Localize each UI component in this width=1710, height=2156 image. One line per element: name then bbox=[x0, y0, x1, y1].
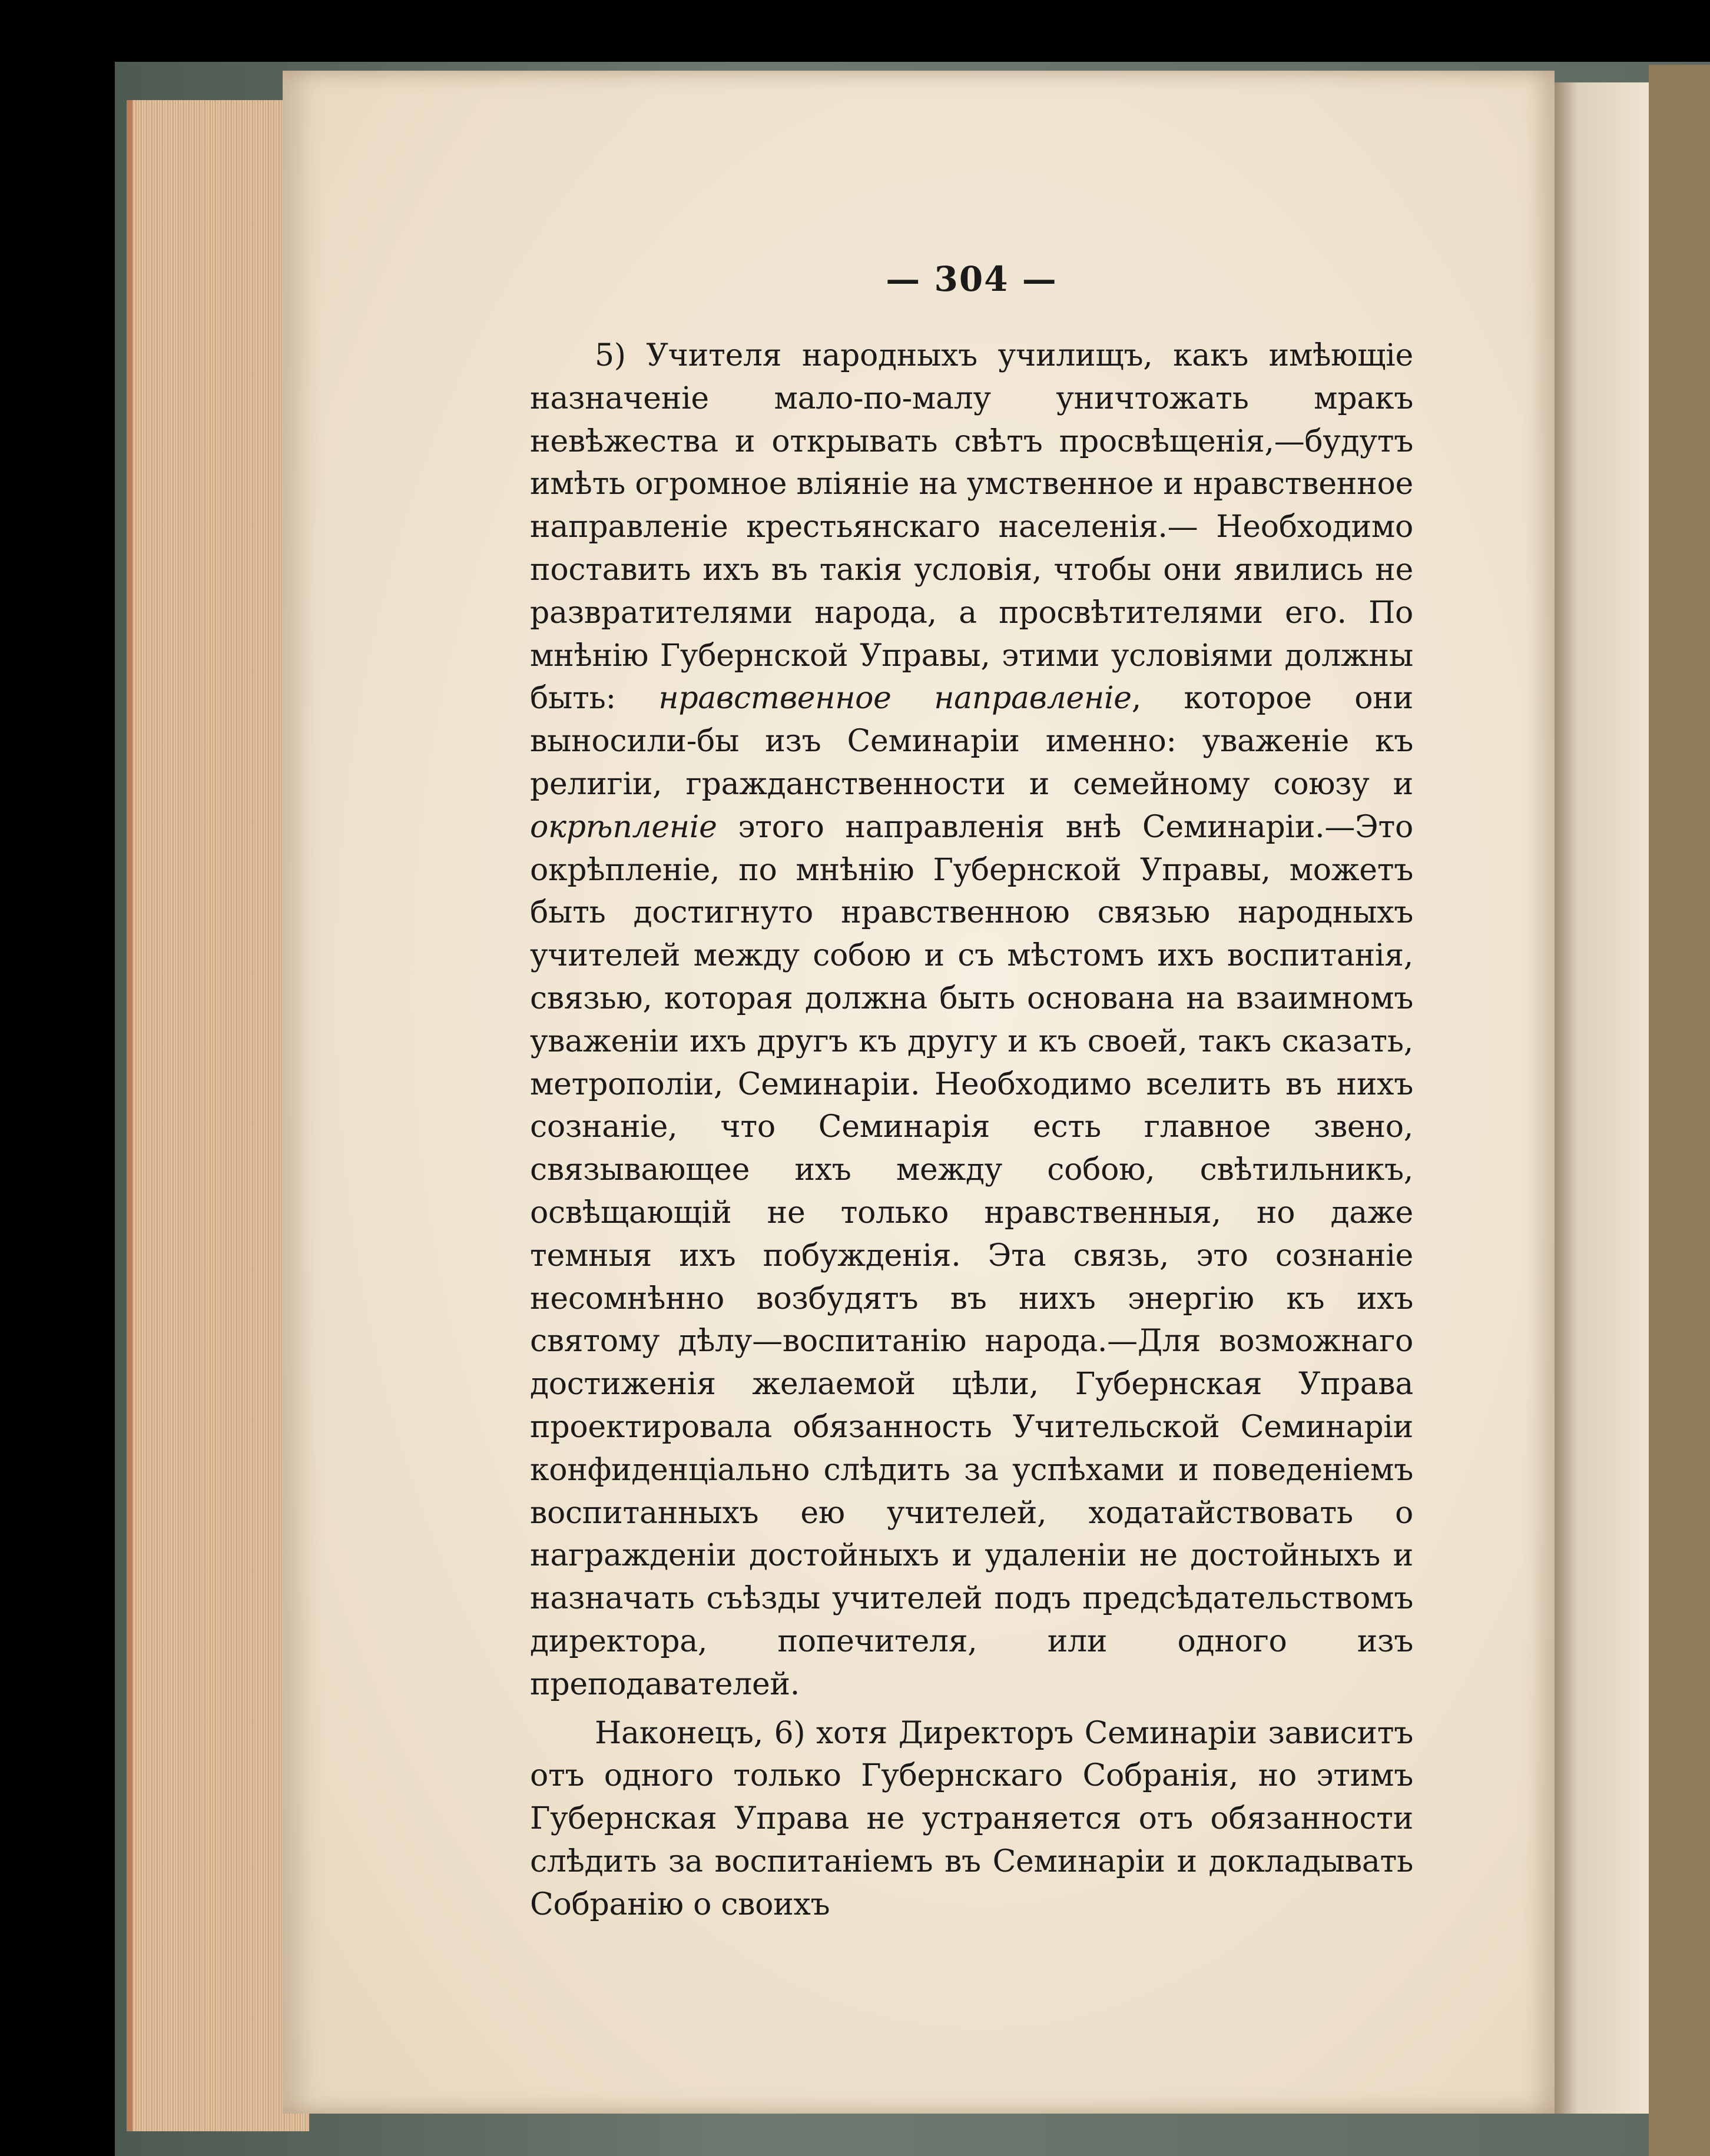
text-run: этого направленія внѣ Семинаріи.—Это окрѣпленіе, по мнѣнію Губернской Управы, можетъ быть достигнуто нравственною связью народныхъ учителей между собою и съ мѣстомъ ихъ воспитанія, связью, которая должна быть основана на взаимномъ уваженіи ихъ другъ къ другу и къ своей, такъ сказать, метрополіи, Семинаріи. Необходимо вселить въ нихъ сознаніе, что Семинарія есть главное звено, связывающее ихъ между собою, свѣтильникъ, освѣщающій не только нравственныя, но даже темныя ихъ побужденія. Эта связь, это сознаніе несомнѣнно возбудятъ въ нихъ энергію къ ихъ святому дѣлу—воспитанію народа.—Для возможнаго достиженія желаемой цѣли, Губернская Управа проектировала обязанность Учительской Семинаріи конфиденціально слѣдить за успѣхами и поведеніемъ воспитанныхъ ею учителей, ходатайствовать о награжденіи достойныхъ и удаленіи не достойныхъ и назначать съѣзды учителей подъ предсѣдательствомъ директора, попечителя, или одного изъ преподавателей. bbox=[530, 809, 1413, 1702]
text-run: Наконецъ, 6) хотя Директоръ Семинаріи зависитъ отъ одного только Губернскаго Собранія, но этимъ Губернская Управа не устраняется отъ обязанности слѣдить за воспитаніемъ въ Семинаріи и докладывать Собранію о своихъ bbox=[530, 1715, 1413, 1922]
text-run: , которое они выносили-бы изъ Семинаріи именно: уваженіе къ религіи, гражданственности и семейному союзу и bbox=[530, 681, 1413, 802]
page-number: — 304 — bbox=[886, 259, 1058, 299]
italic-phrase: нравственное направленіе bbox=[658, 681, 1132, 717]
page-text-block bbox=[530, 259, 1413, 1926]
text-run: 5) Учителя народныхъ училищъ, какъ имѣющіе назначеніе мало-по-малу уничтожать мракъ невѣжества и открывать свѣтъ просвѣщенія,—будутъ имѣть огромное вліяніе на умственное и нравственное направленіе крестьянскаго населенія.— Необходимо поставить ихъ въ такія условія, чтобы они явились не развратителями народа, а просвѣтителями его. По мнѣнію Губернской Управы, этими условіями должны быть: bbox=[530, 338, 1413, 717]
page-block-edge bbox=[127, 100, 309, 2131]
facing-page-edge bbox=[1555, 82, 1649, 2114]
paragraph-director bbox=[530, 1712, 1413, 1926]
italic-word: окрѣпленіе bbox=[530, 809, 717, 845]
paragraph-teachers bbox=[530, 334, 1413, 1706]
book-spine-strip bbox=[1649, 65, 1710, 2156]
